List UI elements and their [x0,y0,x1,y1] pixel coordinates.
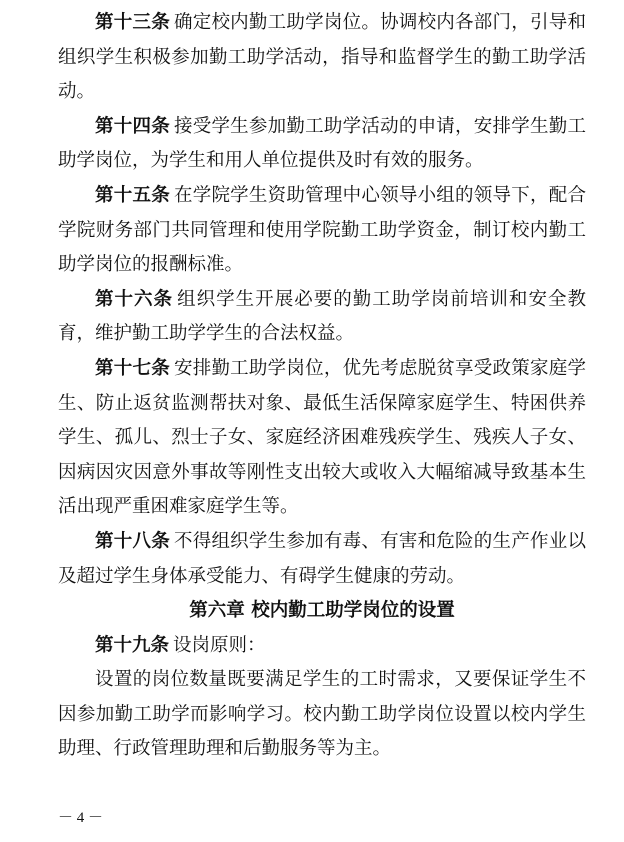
article-18 [58,525,586,594]
article-19 [58,629,586,664]
article-text: 在学院学生资助管理中心领导小组的领导下，配合学院财务部门共同管理和使用学院勤工助学资金，制订校内勤工助学岗位的报酬标准。 [58,184,586,276]
article-label: 第十四条 [95,115,170,137]
article-label: 第十三条 [95,12,170,33]
article-text: 接受学生参加勤工助学活动的申请，安排学生勤工助学岗位，为学生和用人单位提供及时有效的服务。 [58,115,586,172]
article-text: 不得组织学生参加有毒、有害和危险的生产作业以及超过学生身体承受能力、有碍学生健康的劳动。 [58,530,586,587]
article-label: 第十六条 [95,288,174,310]
article-15 [58,179,586,283]
article-16 [58,283,586,352]
article-text: 安排勤工助学岗位，优先考虑脱贫享受政策家庭学生、防止返贫监测帮扶对象、最低生活保障家庭学生、特困供养学生、孤儿、烈士子女、家庭经济困难残疾学生、残疾人子女、因病因灾因意外事故等刚性支出较大或收入大幅缩减导致基本生活出现严重困难家庭学生等。 [58,357,586,518]
page-number: － 4 － [58,810,104,826]
document-page [58,6,586,767]
article-13 [58,6,586,110]
article-text: 设岗原则： [173,634,266,656]
article-label: 第十七条 [95,357,170,379]
article-text: 确定校内勤工助学岗位。协调校内各部门，引导和组织学生积极参加勤工助学活动，指导和监督学生的勤工助学活动。 [58,12,586,103]
chapter-title: 第六章 校内勤工助学岗位的设置 [189,600,455,622]
article-19-body: 设置的岗位数量既要满足学生的工时需求，又要保证学生不因参加勤工助学而影响学习。校内勤工助学岗位设置以校内学生助理、行政管理助理和后勤服务等为主。 [58,669,586,760]
article-17 [58,352,586,525]
article-14 [58,110,586,179]
article-label: 第十九条 [95,634,170,656]
article-label: 第十五条 [95,184,170,206]
article-text: 组织学生开展必要的勤工助学岗前培训和安全教育，维护勤工助学学生的合法权益。 [58,288,586,345]
article-label: 第十八条 [95,530,170,552]
